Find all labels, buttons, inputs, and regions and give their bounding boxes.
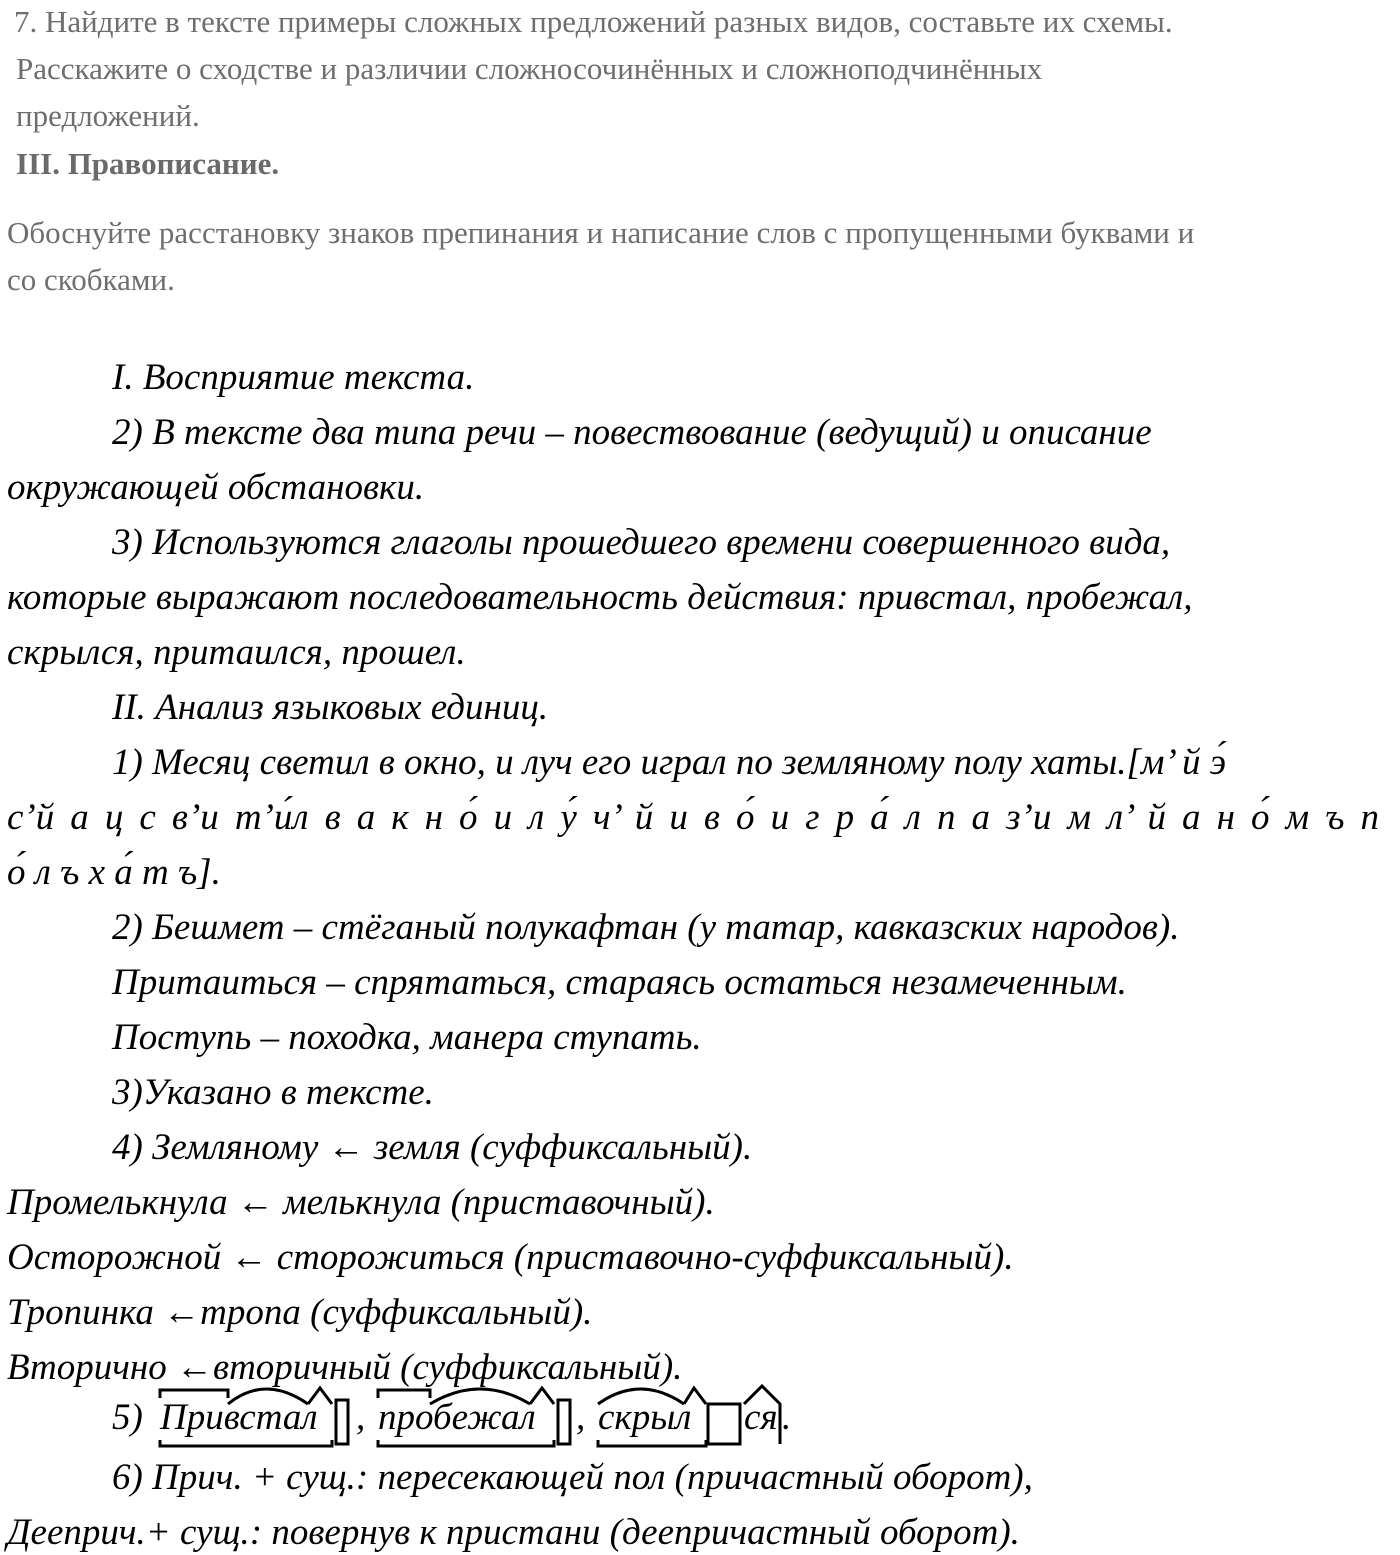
period: . <box>782 1397 792 1438</box>
task-line-3: предложений. <box>16 98 200 133</box>
section-title-perception: I. Восприятие текста. <box>112 357 475 398</box>
section-title-analysis: II. Анализ языковых единиц. <box>112 687 549 728</box>
ending-box <box>336 1400 348 1444</box>
answer-line: 2) Бешмет – стёганый полукафтан (у татар, кавказских народов). <box>112 907 1180 948</box>
task-line-2: Расскажите о сходстве и различии сложносочинённых и сложноподчинённых <box>16 51 1043 86</box>
stem-bracket <box>378 1440 554 1446</box>
comma: , <box>576 1397 586 1438</box>
morph-word-probezhal: пробежал <box>378 1397 536 1438</box>
answer-line: которые выражают последовательность действия: привстал, пробежал, <box>7 577 1193 618</box>
answer-line: Поступь – походка, манера ступать. <box>112 1017 702 1058</box>
ending-box <box>558 1400 570 1444</box>
transcription-line: о́ л ъ х а́ т ъ]. <box>7 852 221 893</box>
answer-line: 1) Месяц светил в окно, и луч его играл по земляному полу хаты.[м’ й э́ <box>112 742 1227 783</box>
answer-line: 3)Указано в тексте. <box>112 1072 434 1113</box>
task-line-5: Обоснуйте расстановку знаков препинания и написание слов с пропущенными буквами и <box>7 215 1195 250</box>
item-number: 5) <box>112 1397 143 1438</box>
answer-line: скрылся, притаился, прошел. <box>7 632 466 673</box>
answer-line: Осторожной ← сторожиться (приставочно-суффиксальный). <box>7 1237 1014 1278</box>
answer-line: Вторично ←вторичный (суффиксальный). <box>7 1347 683 1388</box>
ending-box <box>708 1404 740 1444</box>
answer-line: окружающей обстановки. <box>7 467 425 508</box>
morph-word-skryl: скрыл <box>598 1397 692 1438</box>
answer-line: Дееприч.+ сущ.: повернув к пристани (деепричастный оборот). <box>7 1512 1020 1553</box>
answer-line: Промелькнула ← мелькнула (приставочный). <box>7 1182 715 1223</box>
task-line-1: 7. Найдите в тексте примеры сложных предложений разных видов, составьте их схемы. <box>14 4 1173 39</box>
answer-line: 3) Используются глаголы прошедшего времени совершенного вида, <box>112 522 1171 563</box>
answer-line: Тропинка ←тропа (суффиксальный). <box>7 1292 593 1333</box>
answer-line: 4) Земляному ← земля (суффиксальный). <box>112 1127 753 1168</box>
morph-postfix-sya: ся <box>744 1397 778 1438</box>
answer-line: 2) В тексте два типа речи – повествование (ведущий) и описание <box>112 412 1152 453</box>
morph-word-privstal: Привстал <box>160 1397 318 1438</box>
morpheme-analysis <box>110 1380 830 1452</box>
answer-line: Притаиться – спрятаться, стараясь остаться незамеченным. <box>112 962 1127 1003</box>
answer-line: 6) Прич. + сущ.: пересекающей пол (причастный оборот), <box>112 1457 1033 1498</box>
stem-bracket <box>160 1440 332 1446</box>
transcription-line: с’й а ц с в’и т’и́л в а к н о́ и л у́ ч’ й и в о́ и г р а́ л п а з’и м л’ й а н о́ м ъ п <box>7 797 1379 838</box>
stem-bracket <box>598 1440 706 1446</box>
task-line-6: со скобками. <box>7 262 175 297</box>
comma: , <box>356 1397 366 1438</box>
section-heading: III. Правописание. <box>16 146 280 181</box>
